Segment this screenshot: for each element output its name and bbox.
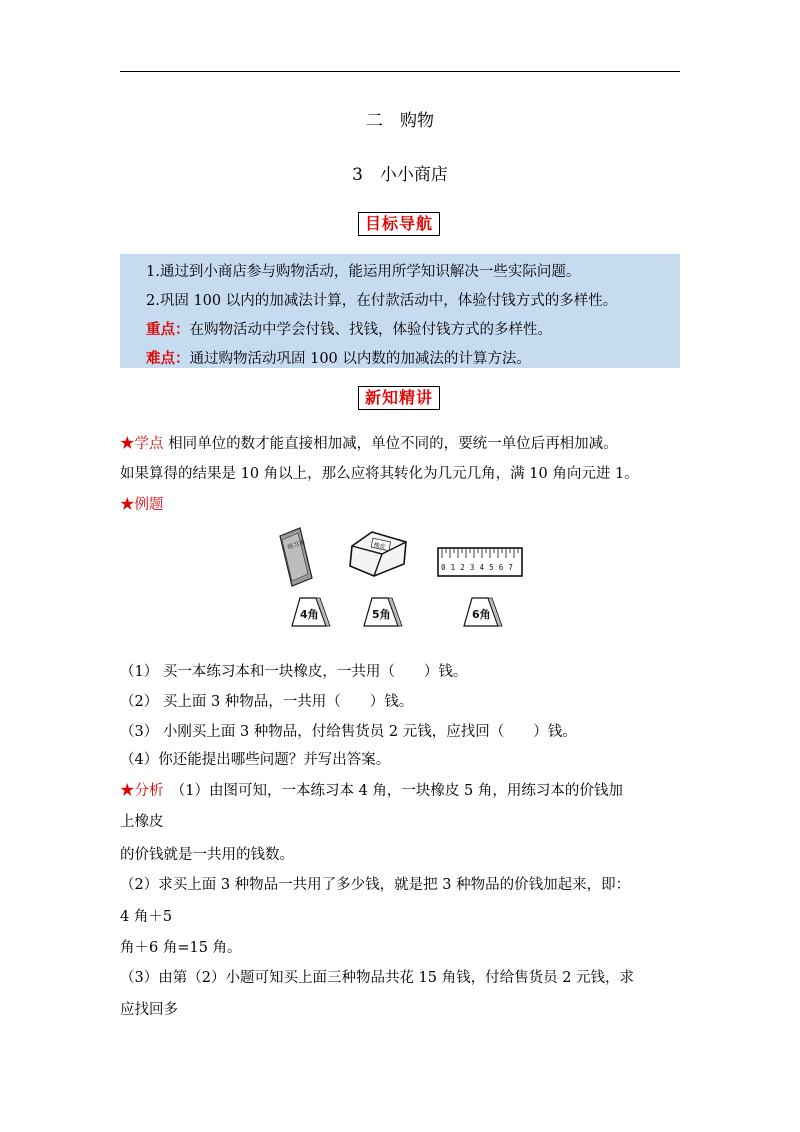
analysis-intro	[120, 779, 623, 800]
goals-heading: 目标导航	[358, 212, 440, 236]
key-point-text: 在购物活动中学会付钱、找钱，体验付钱方式的多样性。	[189, 322, 552, 338]
goal-item-1: 1.通过到小商店参与购物活动，能运用所学知识解决一些实际问题。	[146, 264, 581, 280]
analysis-line4: （2）求买上面 3 种物品一共用了多少钱，就是把 3 种物品的价钱加起来，即：	[120, 877, 631, 893]
star-icon: ★	[120, 783, 135, 799]
svg-text:5角: 5角	[372, 608, 391, 621]
new-knowledge-heading: 新知精讲	[358, 386, 440, 410]
star-icon: ★	[120, 436, 135, 452]
learning-point-label: 学点	[134, 436, 164, 452]
question-3: （3） 小刚买上面 3 种物品，付给售货员 2 元钱，应找回（ ）钱。	[120, 724, 577, 740]
example-label: 例题	[134, 497, 164, 513]
price-stand-ruler	[464, 598, 502, 626]
eraser-image	[350, 532, 406, 576]
svg-text:橡皮: 橡皮	[372, 541, 387, 551]
ruler-image	[438, 548, 522, 576]
lesson-title: 3 小小商店	[352, 165, 448, 185]
analysis-line7: （3）由第（2）小题可知买上面三种物品共花 15 角钱，付给售货员 2 元钱，求	[120, 970, 635, 986]
analysis-label: 分析	[134, 783, 164, 799]
svg-text:6角: 6角	[472, 608, 491, 621]
notebook-image	[280, 528, 312, 586]
difficult-point	[146, 347, 531, 368]
learning-point	[120, 432, 618, 453]
analysis-line6: 角＋6 角=15 角。	[120, 940, 242, 956]
question-4: （4）你还能提出哪些问题？并写出答案。	[120, 752, 391, 768]
analysis-line2: 上橡皮	[120, 814, 164, 830]
svg-text:练习本: 练习本	[286, 538, 306, 552]
difficult-point-text: 通过购物活动巩固 100 以内数的加减法的计算方法。	[189, 351, 531, 367]
key-point-label: 重点：	[146, 321, 190, 338]
goal-item-2: 2.巩固 100 以内的加减法计算，在付款活动中，体验付钱方式的多样性。	[146, 293, 618, 309]
difficult-point-label: 难点：	[146, 350, 190, 367]
example	[120, 493, 164, 514]
key-point	[146, 318, 552, 339]
learning-point-text: 相同单位的数才能直接相加减，单位不同的，要统一单位后再相加减。	[163, 436, 618, 452]
price-stand-eraser	[364, 598, 402, 626]
analysis-line8: 应找回多	[120, 1002, 178, 1018]
price-figure	[270, 518, 530, 633]
question-1: （1） 买一本练习本和一块橡皮，一共用（ ）钱。	[120, 664, 468, 680]
analysis-line1: （1）由图可知，一本练习本 4 角，一块橡皮 5 角，用练习本的价钱加	[163, 783, 623, 799]
price-stand-notebook	[292, 598, 330, 626]
unit-title: 二 购物	[366, 111, 434, 131]
star-icon: ★	[120, 497, 135, 513]
learning-point-line2: 如果算得的结果是 10 角以上，那么应将其转化为几元几角，满 10 角向元进 1。	[120, 466, 639, 482]
analysis-line5: 4 角＋5	[120, 909, 173, 925]
svg-text:4角: 4角	[300, 608, 319, 621]
price-figure-drawing	[270, 518, 530, 633]
question-2: （2） 买上面 3 种物品，一共用（ ）钱。	[120, 694, 414, 710]
analysis-line3: 的价钱就是一共用的钱数。	[120, 847, 294, 863]
header-rule	[120, 71, 680, 72]
svg-text:0 1 2 3 4 5 6 7: 0 1 2 3 4 5 6 7	[441, 563, 514, 572]
